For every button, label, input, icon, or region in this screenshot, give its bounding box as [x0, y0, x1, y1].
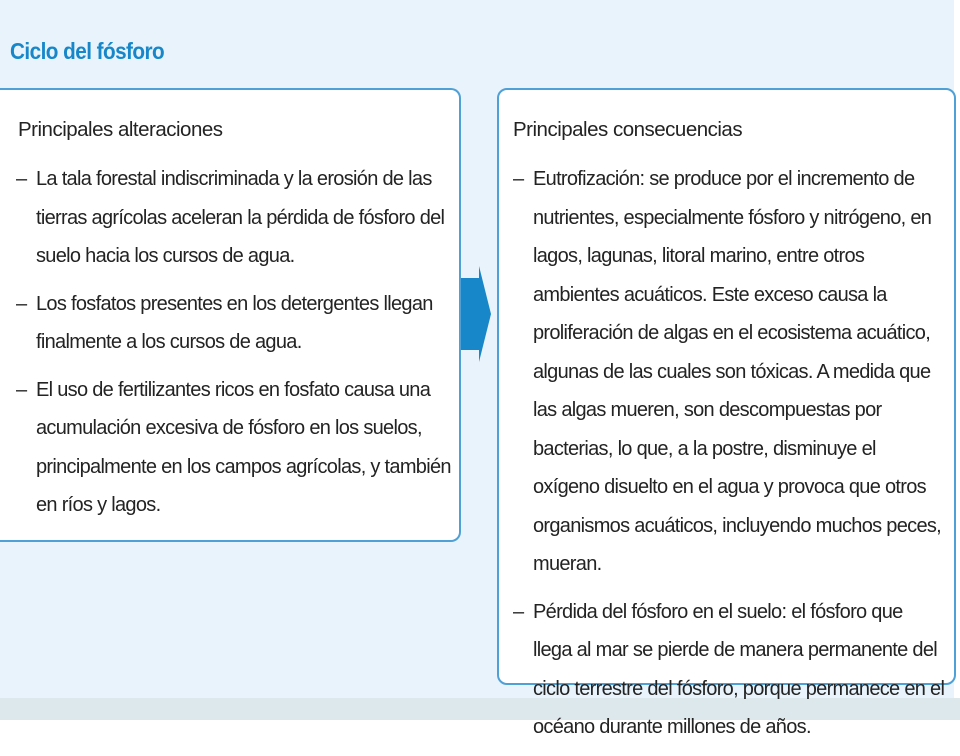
consequences-list — [513, 160, 946, 756]
list-item — [513, 593, 946, 747]
list-item — [16, 285, 451, 362]
dash-bullet: – — [513, 168, 524, 190]
dash-bullet: – — [513, 600, 524, 623]
dash-bullet: – — [16, 168, 27, 190]
dash-bullet: – — [16, 378, 27, 401]
list-item-text: Pérdida del fósforo en el suelo: el fósforo que llega al mar se pierde de manera permanente del ciclo terrestre del fósforo, porque permanece en el océano durante millones de años. — [533, 600, 945, 738]
arrow-shape — [461, 266, 491, 362]
page-title: Ciclo del fósforo — [10, 38, 165, 64]
right-arrow-icon — [461, 266, 497, 362]
alterations-heading: Principales alteraciones — [18, 118, 223, 141]
consequences-card — [497, 88, 956, 738]
list-item-text: Los fosfatos presentes en los detergentes llegan finalmente a los cursos de agua. — [36, 292, 433, 353]
list-item — [16, 160, 451, 276]
consequences-heading: Principales consecuencias — [513, 118, 743, 141]
dash-bullet: – — [16, 292, 27, 315]
alterations-card — [0, 88, 461, 542]
list-item-text: Eutrofización: se produce por el incremento de nutrientes, especialmente fósforo y nitrógeno, en lagos, lagunas, litoral marino, entre otros ambientes acuáticos. Este exceso causa la proliferación de algas en el ecosistema acuático, algunas de las cuales son tóxicas. A medida que las algas mueren, son descompuestas por bacterias, lo que, a la postre, disminuye el oxígeno disuelto en el agua y provoca que otros organismos acuáticos, incluyendo muchos peces, mueran. — [533, 168, 942, 575]
alterations-list — [16, 160, 451, 534]
list-item-text: El uso de fertilizantes ricos en fosfato causa una acumulación excesiva de fósforo en los suelos, principalmente en los campos agrícolas, y también en ríos y lagos. — [36, 378, 451, 516]
list-item — [513, 160, 946, 584]
list-item-text: La tala forestal indiscriminada y la erosión de las tierras agrícolas aceleran la pérdida de fósforo del suelo hacia los cursos de agua. — [36, 168, 445, 267]
list-item — [16, 371, 451, 525]
